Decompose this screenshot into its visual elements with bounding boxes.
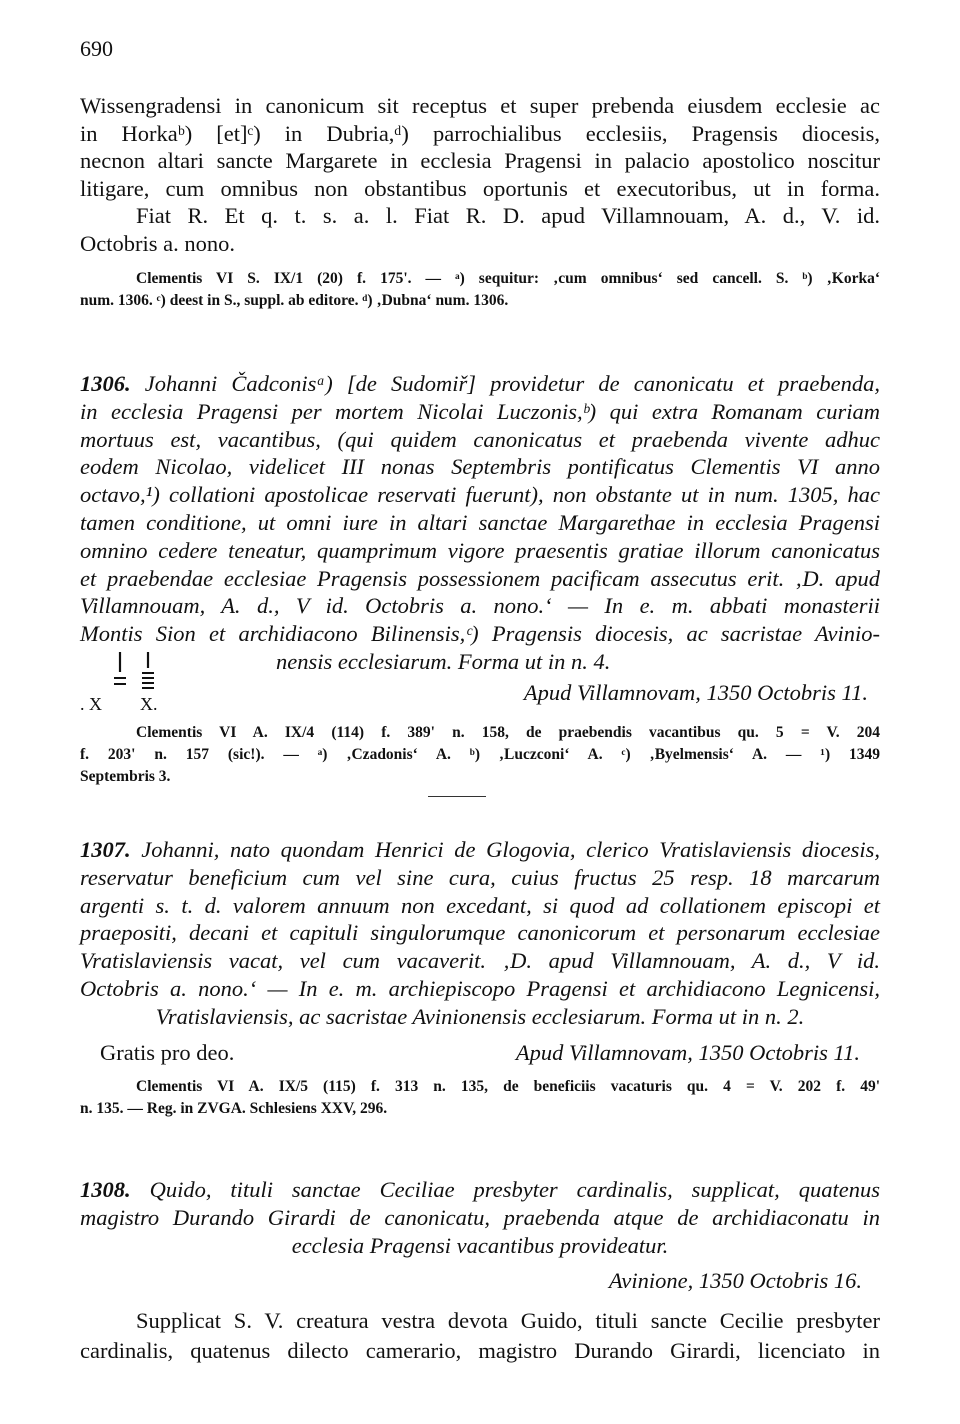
- text-line: in Horkaᵇ) [et]ᶜ) in Dubria,ᵈ) parrochialibus ecclesiis, Pragensis diocesis,: [80, 120, 880, 146]
- entry-line: octavo,¹) collationi apostolicae reservati fuerunt), non obstante ut in num. 1305, hac: [80, 482, 880, 508]
- entry-text: Quido, tituli sanctae Ceciliae presbyter cardinalis, supplicat, quatenus: [149, 1177, 880, 1202]
- entry-line: Vratislaviensis vacat, vel cum vacaverit. ‚D. apud Villamnouam, A. d., V id.: [80, 948, 880, 974]
- entry-number: 1307.: [80, 837, 131, 862]
- entry-1307-footer: [100, 1040, 860, 1070]
- entry-number: 1308.: [80, 1177, 131, 1202]
- entry-line: Vratislaviensis, ac sacristae Avinionensis ecclesiarum. Forma ut in n. 2.: [155, 1003, 805, 1029]
- text-line: Fiat R. Et q. t. s. a. l. Fiat R. D. apud Villamnouam, A. d., V. id.: [136, 203, 880, 228]
- footnote-line: num. 1306. ᶜ) deest in S., suppl. ab editore. ᵈ) ‚Dubna‘ num. 1306.: [80, 292, 509, 309]
- mark-right: X.: [140, 694, 158, 712]
- entry-line: reservatur beneficium cum vel sine cura, cuius fructus 25 resp. 18 marcarum: [80, 864, 880, 890]
- entry-line: tamen conditione, ut omni iure in altari sanctae Margarethae in ecclesia Pragensi: [80, 509, 880, 535]
- entry-line: Montis Sion et archidiacono Bilinensis,ᶜ) Pragensis diocesis, ac sacristae Avinio-: [80, 621, 880, 647]
- entry-1307: [80, 836, 880, 1031]
- entry-dateline: Apud Villamnovam, 1350 Octobris 11.: [523, 679, 868, 705]
- entry-dateline: Apud Villamnovam, 1350 Octobris 11.: [515, 1040, 860, 1065]
- entry-line: magistro Durando Girardi de canonicatu, praebenda atque de archidiaconatu in: [80, 1204, 880, 1230]
- entry-number: 1306.: [80, 371, 131, 396]
- entry-line: omnino cedere teneatur, quamprimum vigore praesentis gratiae illorum canonicatus: [80, 537, 880, 563]
- text-line: Supplicat S. V. creatura vestra devota Guido, tituli sancte Cecilie presbyter: [136, 1308, 880, 1333]
- page-number: 690: [80, 36, 113, 61]
- entry-line: [80, 836, 880, 864]
- footnote-line: Clementis VI A. IX/4 (114) f. 389' n. 158, de praebendis vacantibus qu. 5 = V. 204: [136, 724, 880, 741]
- entry-line: [80, 1176, 880, 1204]
- entry-1306: [80, 370, 880, 707]
- entry-line: Villamnouam, A. d., V id. Octobris a. nono.‘ — In e. m. abbati monasterii: [80, 593, 880, 619]
- entry-text: Johanni Čadconisᵃ) [de Sudomiř] providetur de canonicatu et praebenda,: [144, 371, 880, 396]
- separator-rule: [428, 796, 486, 797]
- entry-text: Johanni, nato quondam Henrici de Glogovia, clerico Vratislaviensis diocesis,: [141, 837, 881, 862]
- gratis-note: Gratis pro deo.: [100, 1040, 235, 1065]
- entry-line: in ecclesia Pragensi per mortem Nicolai Luczonis,ᵇ) qui extra Romanam curiam: [80, 398, 880, 424]
- entry-1308: [80, 1176, 880, 1295]
- footnote-line: Septembris 3.: [80, 768, 171, 785]
- entry-line: et praebendae ecclesiae Pragensis possessionem pacificam assecutus erit. ‚D. apud: [80, 565, 880, 591]
- text-line: Wissengradensi in canonicum sit receptus et super prebenda eiusdem ecclesie ac: [80, 93, 880, 118]
- entry-line: mortuus est, vacantibus, (qui quidem canonicatus et praebenda vivente adhuc: [80, 426, 880, 452]
- text-line: necnon altari sancte Margarete in ecclesia Pragensi in palacio apostolico noscitur: [80, 148, 880, 173]
- footnotes-block: [80, 268, 880, 312]
- tax-marks: [80, 652, 190, 712]
- text-line: Octobris a. nono.: [80, 230, 235, 256]
- entry-line: nensis ecclesiarum. Forma ut in n. 4.: [276, 648, 611, 674]
- footnotes-block: [80, 722, 880, 788]
- entry-line: Octobris a. nono.‘ — In e. m. archiepiscopo Pragensi et archidiacono Legnicensi,: [80, 975, 880, 1001]
- mark-left: . X: [80, 694, 102, 712]
- closing-paragraph: [80, 1306, 880, 1366]
- entry-line: argenti s. t. d. valorem annuum non excedant, si quod ad collationem episcopi et: [80, 892, 880, 918]
- text-line: cardinalis, quatenus dilecto camerario, magistro Durando Girardi, licenciato in: [80, 1338, 880, 1363]
- continued-paragraph: [80, 92, 880, 257]
- footnote-line: Clementis VI S. IX/1 (20) f. 175'. — ᵃ) sequitur: ‚cum omnibus‘ sed cancell. S. ᵇ) ‚Korka‘: [136, 270, 880, 287]
- footnote-line: n. 135. — Reg. in ZVGA. Schlesiens XXV, 296.: [80, 1100, 388, 1117]
- footnote-line: Clementis VI A. IX/5 (115) f. 313 n. 135, de beneficiis vacaturis qu. 4 = V. 202 f. 49': [136, 1078, 880, 1095]
- entry-line: praepositi, decani et capituli singulorumque canonicorum et personarum ecclesiae: [80, 920, 880, 946]
- footnote-line: f. 203' n. 157 (sic!). — ᵃ) ‚Czadonis‘ A. ᵇ) ‚Luczconi‘ A. ᶜ) ‚Byelmensis‘ A. — ¹) 1349: [80, 746, 880, 763]
- entry-line: [80, 370, 880, 398]
- footnotes-block: [80, 1076, 880, 1120]
- text-line: litigare, cum omnibus non obstantibus oportunis et executoribus, ut in forma.: [80, 175, 880, 201]
- entry-line: eodem Nicolao, videlicet III nonas Septembris pontificatus Clementis VI anno: [80, 454, 880, 480]
- entry-line: ecclesia Pragensi vacantibus provideatur.: [291, 1232, 669, 1258]
- entry-dateline: Avinione, 1350 Octobris 16.: [608, 1268, 862, 1294]
